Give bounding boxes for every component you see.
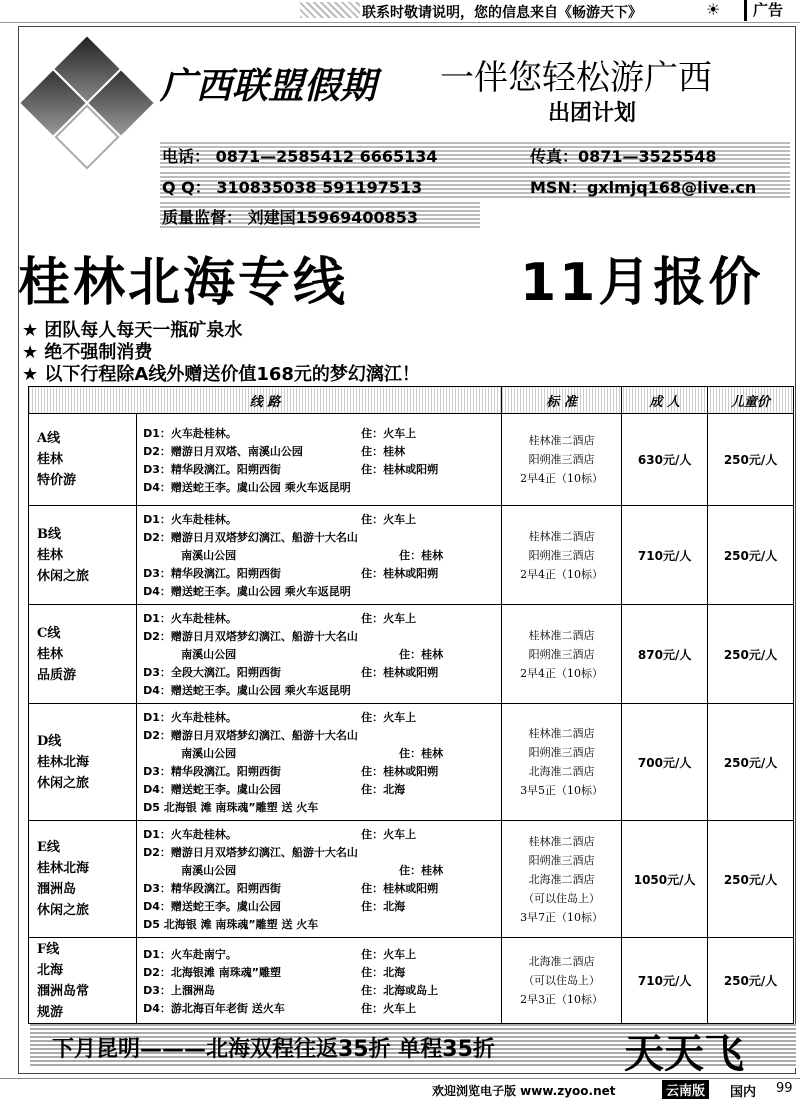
route-stay: 住：北海 [361, 900, 406, 913]
line-name-text: 桂林北海 [37, 861, 90, 876]
standard-text: 3早7正（10标） [520, 910, 604, 924]
route-day: D4：游北海百年老街 送火车 [143, 1001, 285, 1015]
footer-page: 99 [776, 1081, 793, 1096]
adult-price: 870元/人 [622, 605, 708, 704]
line-name-text: E线 [37, 840, 60, 855]
adult-price: 1050元/人 [622, 821, 708, 938]
route-stay: 住：桂林 [399, 648, 444, 661]
table-row [29, 605, 794, 704]
line-name-text: F线 [37, 941, 60, 957]
footer-edition: 云南版 [662, 1080, 709, 1099]
standard-text: 阳朔准三酒店 [528, 548, 595, 562]
route-line [143, 861, 495, 879]
line-name [29, 506, 137, 605]
line-name [29, 821, 137, 938]
route-stay: 住：火车上 [361, 1001, 417, 1015]
standard-cell [501, 938, 621, 1024]
route-stay: 住：桂林 [399, 549, 444, 562]
adult-price: 710元/人 [622, 506, 708, 605]
route-day: D1：火车赴桂林。 [143, 612, 237, 625]
route-stay: 住：桂林或阳朔 [361, 882, 439, 895]
route-line [143, 897, 495, 915]
route-stay: 住：桂林 [399, 747, 444, 760]
phone-line: 电话： 0871—2585412 6665134 [162, 147, 438, 166]
header-adult: 成 人 [622, 387, 708, 414]
top-bar [0, 0, 800, 23]
standard-text: 桂林准二酒店 [528, 529, 595, 543]
ad-tag: 广告 [744, 0, 800, 21]
route-stay: 住：火车上 [361, 947, 417, 961]
line-name [29, 605, 137, 704]
decor-pattern [300, 2, 360, 18]
route-line [143, 546, 495, 564]
qq-line: Q Q： 310835038 591197513 [162, 178, 423, 197]
route-stay: 住：北海或岛上 [361, 983, 439, 997]
route-line [143, 478, 495, 496]
line-name-text: 桂林 [37, 646, 64, 662]
itinerary-table [28, 386, 794, 1024]
promo-text: 下月昆明———北海双程往返35折 单程35折 [52, 1037, 495, 1062]
route-cell [137, 704, 502, 821]
route-stay: 住：北海 [361, 783, 406, 796]
route-stay: 住：火车上 [361, 513, 417, 526]
line-name-text: C线 [37, 625, 61, 641]
child-price: 250元/人 [708, 506, 794, 605]
child-price: 250元/人 [708, 938, 794, 1024]
route-line [143, 798, 495, 816]
plan-title: 出团计划 [548, 101, 637, 126]
standard-text: 2早4正（10标） [520, 472, 604, 485]
route-stay: 住：北海 [361, 965, 406, 979]
child-price: 250元/人 [708, 704, 794, 821]
route-line [143, 460, 495, 478]
route-line [143, 663, 495, 681]
route-day: D4：赠送蛇王李。虞山公园 乘火车返昆明 [143, 480, 351, 494]
standard-text: 阳朔准三酒店 [528, 746, 595, 759]
route-day: D2：赠游日月双塔梦幻漓江、船游十大名山 [143, 729, 358, 742]
logo-mark [22, 40, 152, 160]
route-line [143, 564, 495, 582]
header-child: 儿童价 [708, 387, 794, 414]
route-line [143, 981, 495, 999]
route-stay: 住：火车上 [361, 828, 417, 841]
line-name [29, 414, 137, 506]
standard-text: 阳朔准三酒店 [528, 647, 595, 661]
route-stay: 住：桂林或阳朔 [361, 666, 439, 679]
route-cell [137, 821, 502, 938]
month-headline: 11月报价 [520, 253, 764, 313]
route-day: 南溪山公园 [181, 549, 237, 562]
bullet-1: ★ 团队每人每天一瓶矿泉水 [22, 320, 243, 341]
route-line [143, 963, 495, 981]
route-line [143, 582, 495, 600]
route-day: D3：全段大漓江。阳朔西街 [143, 666, 281, 679]
line-name-text: D线 [37, 733, 62, 749]
line-name-text: A线 [37, 431, 61, 446]
route-day: D1：火车赴桂林。 [143, 828, 237, 841]
header-route: 线 路 [29, 387, 502, 414]
route-day: D1：火车赴桂林。 [143, 426, 237, 440]
msn-line: MSN：gxlmjq168@live.cn [530, 178, 757, 197]
standard-text: 桂林准二酒店 [528, 834, 595, 848]
route-day: D2：赠游日月双塔梦幻漓江、船游十大名山 [143, 846, 358, 859]
standard-text: （可以住岛上） [523, 891, 601, 905]
route-day: D4：赠送蛇王李。虞山公园 [143, 783, 281, 796]
brand-title: 广西联盟假期 [160, 65, 377, 107]
route-headline: 桂林北海专线 [18, 253, 349, 313]
route-day: D1：火车赴桂林。 [143, 711, 237, 724]
standard-text: 阳朔准三酒店 [528, 853, 595, 867]
route-day: D4：赠送蛇王李。虞山公园 乘火车返昆明 [143, 684, 351, 697]
standard-cell [501, 605, 621, 704]
route-line [143, 609, 495, 627]
child-price: 250元/人 [708, 414, 794, 506]
line-name-text: 休闲之旅 [37, 568, 90, 584]
child-price: 250元/人 [708, 821, 794, 938]
header-standard: 标 准 [501, 387, 621, 414]
line-name-text: 休闲之旅 [37, 775, 90, 791]
route-day: D2：赠游日月双塔梦幻漓江、船游十大名山 [143, 531, 358, 544]
child-price: 250元/人 [708, 605, 794, 704]
standard-text: 2早4正（10标） [520, 666, 604, 680]
route-line [143, 999, 495, 1017]
sun-icon: ☀ [706, 0, 721, 19]
adult-price: 700元/人 [622, 704, 708, 821]
line-name-text: 特价游 [37, 473, 77, 488]
route-day: D3：精华段漓江。阳朔西街 [143, 462, 281, 476]
promo-band [30, 1024, 796, 1077]
route-line [143, 424, 495, 442]
route-line [143, 627, 495, 645]
line-name-text: 品质游 [37, 667, 77, 683]
standard-cell [501, 506, 621, 605]
route-line [143, 762, 495, 780]
route-line [143, 726, 495, 744]
brand-slogan: 一伴您轻松游广西 [440, 58, 712, 98]
route-line [143, 915, 495, 933]
route-cell [137, 414, 502, 506]
table-row [29, 821, 794, 938]
route-line [143, 744, 495, 762]
route-cell [137, 506, 502, 605]
route-stay: 住：火车上 [361, 426, 417, 440]
route-day: D1：火车赴南宁。 [143, 947, 237, 961]
adult-price: 630元/人 [622, 414, 708, 506]
route-day: D5 北海银 滩 南珠魂”雕塑 送 火车 [143, 918, 319, 931]
fax-line: 传真：0871—3525548 [530, 147, 717, 166]
adult-price: 710元/人 [622, 938, 708, 1024]
route-day: D2：北海银滩 南珠魂”雕塑 [143, 965, 281, 979]
route-line [143, 825, 495, 843]
line-name-text: 桂林 [37, 452, 64, 467]
route-line [143, 681, 495, 699]
line-name-text: 休闲之旅 [37, 903, 90, 918]
standard-text: 阳朔准三酒店 [528, 453, 595, 466]
line-name [29, 938, 137, 1024]
route-line [143, 843, 495, 861]
table-row [29, 938, 794, 1024]
line-name-text: 桂林 [37, 547, 64, 563]
supervisor-line: 质量监督： 刘建国15969400853 [162, 208, 419, 227]
route-line [143, 780, 495, 798]
route-stay: 住：桂林或阳朔 [361, 765, 439, 778]
route-day: D4：赠送蛇王李。虞山公园 乘火车返昆明 [143, 585, 351, 598]
footer-section: 国内 [730, 1085, 757, 1100]
bullet-3: ★ 以下行程除A线外赠送价值168元的梦幻漓江！ [22, 364, 420, 385]
standard-text: 3早5正（10标） [520, 784, 604, 797]
standard-text: 北海准二酒店 [528, 765, 595, 778]
route-day: D3：精华段漓江。阳朔西街 [143, 765, 281, 778]
route-day: D4：赠送蛇王李。虞山公园 [143, 900, 281, 913]
route-day: 南溪山公园 [181, 648, 237, 661]
standard-text: 桂林准二酒店 [528, 727, 595, 740]
standard-text: 桂林准二酒店 [528, 434, 595, 447]
route-stay: 住：桂林 [399, 864, 444, 877]
route-cell [137, 605, 502, 704]
footer-url: 欢迎浏览电子版 www.zyoo.net [432, 1084, 616, 1098]
standard-text: 桂林准二酒店 [528, 628, 595, 642]
route-line [143, 442, 495, 460]
route-day: D2：赠游日月双塔、南溪山公园 [143, 444, 303, 458]
route-day: D3：上涠洲岛 [143, 983, 215, 997]
standard-text: （可以住岛上） [523, 974, 601, 987]
table-row [29, 704, 794, 821]
route-line [143, 708, 495, 726]
standard-text: 2早3正（10标） [520, 993, 604, 1006]
line-name-text: 北海 [37, 962, 64, 978]
line-name-text: 桂林北海 [37, 754, 90, 770]
standard-text: 2早4正（10标） [520, 567, 604, 581]
footer [0, 1078, 800, 1101]
route-day: D5 北海银 滩 南珠魂”雕塑 送 火车 [143, 801, 319, 814]
source-note: 联系时敬请说明，您的信息来自《畅游天下》 [362, 5, 642, 21]
route-day: D3：精华段漓江。阳朔西街 [143, 567, 281, 580]
standard-text: 北海准二酒店 [528, 872, 595, 886]
standard-cell [501, 704, 621, 821]
route-day: D1：火车赴桂林。 [143, 513, 237, 526]
promo-slogan: 天天飞 [624, 1030, 744, 1077]
route-stay: 住：桂林 [361, 444, 406, 458]
line-name-text: 规游 [37, 1004, 64, 1020]
route-line [143, 945, 495, 963]
standard-cell [501, 821, 621, 938]
route-day: 南溪山公园 [181, 864, 237, 877]
route-day: 南溪山公园 [181, 747, 237, 760]
route-stay: 住：火车上 [361, 711, 417, 724]
bullet-2: ★ 绝不强制消费 [22, 342, 153, 363]
route-stay: 住：火车上 [361, 612, 417, 625]
route-line [143, 645, 495, 663]
route-day: D3：精华段漓江。阳朔西街 [143, 882, 281, 895]
line-name-text: 涠洲岛 [37, 882, 77, 897]
route-line [143, 528, 495, 546]
standard-cell [501, 414, 621, 506]
table-row [29, 414, 794, 506]
standard-text: 北海准二酒店 [528, 955, 595, 968]
line-name-text: 涠洲岛常 [37, 983, 90, 999]
table-row [29, 506, 794, 605]
line-name [29, 704, 137, 821]
route-line [143, 510, 495, 528]
line-name-text: B线 [37, 526, 61, 542]
route-stay: 住：桂林或阳朔 [361, 462, 439, 476]
route-stay: 住：桂林或阳朔 [361, 567, 439, 580]
route-cell [137, 938, 502, 1024]
route-day: D2：赠游日月双塔梦幻漓江、船游十大名山 [143, 630, 358, 643]
route-line [143, 879, 495, 897]
